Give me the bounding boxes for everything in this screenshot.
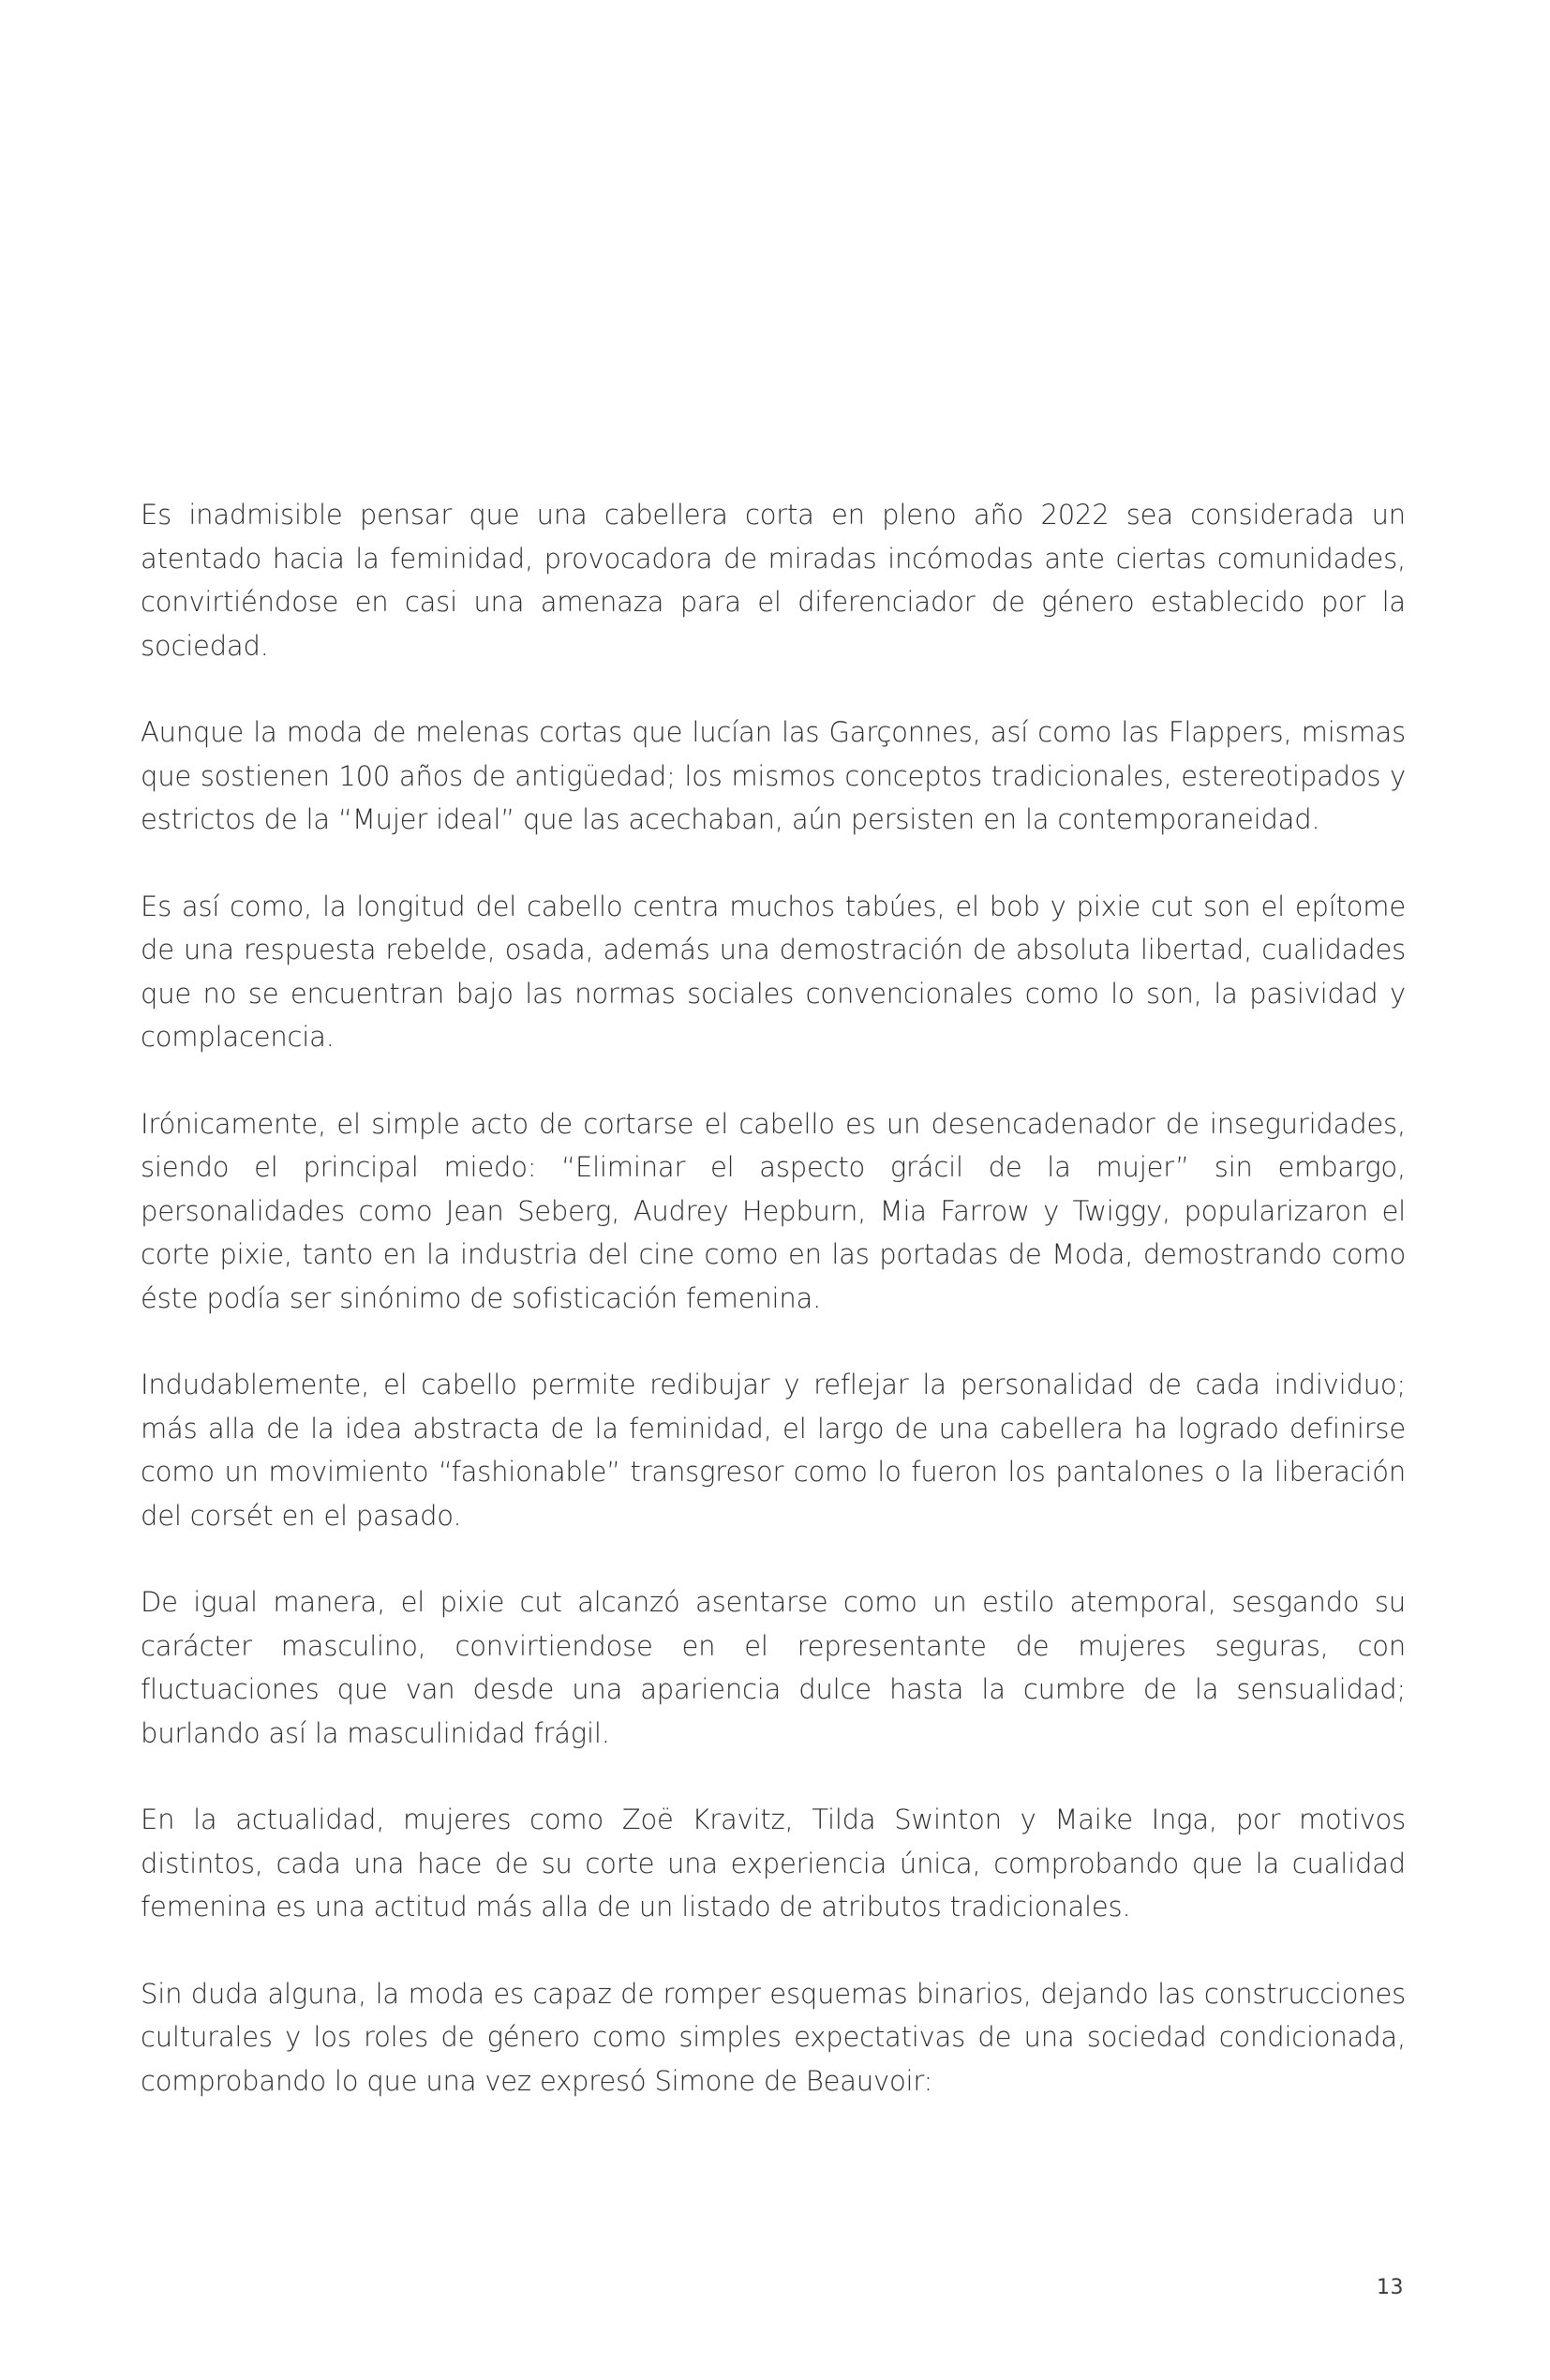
paragraph-7: En la actualidad, mujeres como Zoë Kravitz, Tilda Swinton y Maike Inga, por motivos distintos, cada una hace de su corte una experiencia única, comprobando que la cualidad femenina es una actitud más alla de un listado de atributos tradicionales. [141,1804,1406,1923]
paragraph-5: Indudablemente, el cabello permite redibujar y reflejar la personalidad de cada individuo; más alla de la idea abstracta de la feminidad, el largo de una cabellera ha logrado definirse como un movimiento “fashionable” transgresor como lo fueron los pantalones o la liberación del corsét en el pasado. [141,1369,1406,1532]
paragraph-1: Es inadmisible pensar que una cabellera corta en pleno año 2022 sea considerada un atentado hacia la feminidad, provocadora de miradas incómodas ante ciertas comunidades, convirtiéndose en casi una amenaza para el diferenciador de género establecido por la sociedad. [141,499,1406,662]
paragraph-6: De igual manera, el pixie cut alcanzó asentarse como un estilo atemporal, sesgando su carácter masculino, convirtiendose en el representante de mujeres seguras, con fluctuaciones que van desde una apariencia dulce hasta la cumbre de la sensualidad; burlando así la masculinidad frágil. [141,1586,1406,1749]
paragraph-4: Irónicamente, el simple acto de cortarse el cabello es un desencadenador de inseguridades, siendo el principal miedo: “Eliminar el aspecto grácil de la mujer” sin embargo, personalidades como Jean Seberg, Audrey Hepburn, Mia Farrow y Twiggy, popularizaron el corte pixie, tanto en la industria del cine como en las portadas de Moda, demostrando como éste podía ser sinónimo de sofisticación femenina. [141,1107,1406,1314]
paragraph-2: Aunque la moda de melenas cortas que lucían las Garçonnes, así como las Flappers, mismas que sostienen 100 años de antigüedad; los mismos conceptos tradicionales, estereotipados y estrictos de la “Mujer ideal” que las acechaban, aún persisten en la contemporaneidad. [141,716,1406,835]
paragraph-3: Es así como, la longitud del cabello centra muchos tabúes, el bob y pixie cut son el epítome de una respuesta rebelde, osada, además una demostración de absoluta libertad, cualidades que no se encuentran bajo las normas sociales convencionales como lo son, la pasividad y complacencia. [141,890,1406,1053]
body-text [141,493,1406,2146]
paragraph-8: Sin duda alguna, la moda es capaz de romper esquemas binarios, dejando las construcciones culturales y los roles de género como simples expectativas de una sociedad condicionada, comprobando lo que una vez expresó Simone de Beauvoir: [141,1977,1406,2097]
page-number: 13 [1377,2276,1404,2299]
